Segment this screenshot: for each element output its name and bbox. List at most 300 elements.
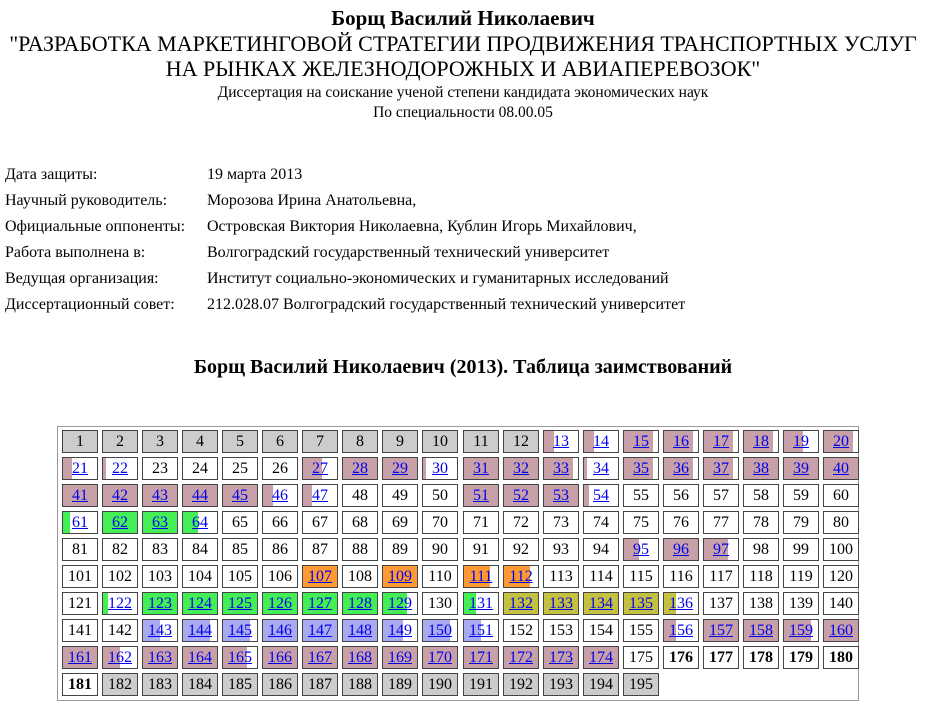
page-link[interactable]: 128 <box>348 595 372 612</box>
page-cell-22[interactable] <box>102 457 138 480</box>
borrowing-share-bar <box>584 485 589 506</box>
page-link[interactable]: 145 <box>228 622 252 639</box>
page-link[interactable]: 96 <box>673 541 689 558</box>
page-link[interactable]: 41 <box>72 487 88 504</box>
page-cell-107[interactable] <box>302 565 338 588</box>
page-link[interactable]: 148 <box>348 622 372 639</box>
page-cell-64[interactable] <box>182 511 218 534</box>
page-cell-155 <box>623 619 659 642</box>
page-number: 154 <box>589 622 613 639</box>
page-number: 59 <box>793 487 809 504</box>
page-link[interactable]: 111 <box>469 568 493 585</box>
page-link[interactable]: 173 <box>549 649 573 666</box>
page-cell-101 <box>62 565 98 588</box>
page-cell-30[interactable] <box>422 457 458 480</box>
page-cell-183 <box>142 673 178 696</box>
page-number: 186 <box>268 676 292 693</box>
page-cell-14[interactable] <box>583 430 619 453</box>
page-cell-98 <box>743 538 779 561</box>
page-link[interactable]: 21 <box>72 460 88 477</box>
page-cell-90 <box>422 538 458 561</box>
page-link[interactable]: 151 <box>469 622 493 639</box>
page-link[interactable]: 32 <box>513 460 529 477</box>
borrowings-page-grid <box>57 426 859 701</box>
page-link[interactable]: 166 <box>268 649 292 666</box>
page-cell-13[interactable] <box>543 430 579 453</box>
info-label: Работа выполнена в: <box>5 244 146 261</box>
page-number: 48 <box>352 487 368 504</box>
page-cell-42[interactable] <box>102 484 138 507</box>
page-cell-68 <box>342 511 378 534</box>
page-cell-128[interactable] <box>342 592 378 615</box>
page-link[interactable]: 169 <box>388 649 412 666</box>
page-cell-45[interactable] <box>222 484 258 507</box>
page-cell-150[interactable] <box>422 619 458 642</box>
page-cell-148[interactable] <box>342 619 378 642</box>
info-row-leading-org <box>5 268 685 294</box>
page-number: 49 <box>392 487 408 504</box>
page-cell-133[interactable] <box>543 592 579 615</box>
page-link[interactable]: 38 <box>753 460 769 477</box>
page-cell-44[interactable] <box>182 484 218 507</box>
page-link[interactable]: 31 <box>473 460 489 477</box>
page-number: 4 <box>196 433 204 450</box>
page-link[interactable]: 127 <box>308 595 332 612</box>
page-number: 1 <box>76 433 84 450</box>
page-cell-153 <box>543 619 579 642</box>
page-link[interactable]: 20 <box>833 433 849 450</box>
page-number: 89 <box>392 541 408 558</box>
page-cell-170[interactable] <box>422 646 458 669</box>
page-link[interactable]: 164 <box>188 649 212 666</box>
page-link[interactable]: 53 <box>553 487 569 504</box>
page-link[interactable]: 133 <box>549 595 573 612</box>
page-link[interactable]: 54 <box>593 487 609 504</box>
page-link[interactable]: 149 <box>388 622 412 639</box>
page-cell-145[interactable] <box>222 619 258 642</box>
page-cell-78 <box>743 511 779 534</box>
info-value: Морозова Ирина Анатольевна, <box>207 192 417 209</box>
page-link[interactable]: 135 <box>629 595 653 612</box>
page-link[interactable]: 174 <box>589 649 613 666</box>
page-cell-144[interactable] <box>182 619 218 642</box>
page-cell-53[interactable] <box>543 484 579 507</box>
page-link[interactable]: 167 <box>308 649 332 666</box>
page-cell-123[interactable] <box>142 592 178 615</box>
page-number: 80 <box>833 514 849 531</box>
page-cell-84 <box>182 538 218 561</box>
page-number: 189 <box>388 676 412 693</box>
page-cell-113 <box>543 565 579 588</box>
page-cell-143[interactable] <box>142 619 178 642</box>
page-cell-152 <box>503 619 539 642</box>
page-number: 50 <box>432 487 448 504</box>
page-cell-28[interactable] <box>342 457 378 480</box>
page-link[interactable]: 162 <box>108 649 132 666</box>
page-link[interactable]: 157 <box>709 622 733 639</box>
page-cell-164[interactable] <box>182 646 218 669</box>
page-link[interactable]: 18 <box>753 433 769 450</box>
page-number: 155 <box>629 622 653 639</box>
page-cell-136[interactable] <box>663 592 699 615</box>
page-cell-190 <box>422 673 458 696</box>
page-cell-96[interactable] <box>663 538 699 561</box>
page-cell-79 <box>783 511 819 534</box>
page-cell-36[interactable] <box>663 457 699 480</box>
page-link[interactable]: 51 <box>473 487 489 504</box>
page-number: 121 <box>68 595 92 612</box>
page-cell-187 <box>302 673 338 696</box>
page-number: 94 <box>593 541 609 558</box>
page-link[interactable]: 125 <box>228 595 252 612</box>
page-number: 81 <box>72 541 88 558</box>
page-cell-147[interactable] <box>302 619 338 642</box>
page-cell-70 <box>422 511 458 534</box>
page-cell-163[interactable] <box>142 646 178 669</box>
page-cell-97[interactable] <box>703 538 739 561</box>
page-number: 100 <box>829 541 853 558</box>
page-number: 84 <box>192 541 208 558</box>
page-link[interactable]: 129 <box>388 595 412 612</box>
page-link[interactable]: 97 <box>713 541 729 558</box>
page-cell-62[interactable] <box>102 511 138 534</box>
page-number: 87 <box>312 541 328 558</box>
page-cell-132[interactable] <box>503 592 539 615</box>
page-link[interactable]: 16 <box>673 433 689 450</box>
page-cell-8 <box>342 430 378 453</box>
page-link[interactable]: 36 <box>673 460 689 477</box>
page-link[interactable]: 46 <box>272 487 288 504</box>
page-cell-184 <box>182 673 218 696</box>
page-cell-189 <box>382 673 418 696</box>
borrowing-share-bar <box>303 485 312 506</box>
page-cell-120 <box>823 565 859 588</box>
page-number: 88 <box>352 541 368 558</box>
page-cell-130 <box>422 592 458 615</box>
page-link[interactable]: 44 <box>192 487 208 504</box>
page-cell-124[interactable] <box>182 592 218 615</box>
page-cell-21[interactable] <box>62 457 98 480</box>
page-link[interactable]: 15 <box>633 433 649 450</box>
page-link[interactable]: 14 <box>593 433 609 450</box>
page-link[interactable]: 170 <box>428 649 452 666</box>
page-cell-89 <box>382 538 418 561</box>
page-number: 7 <box>316 433 324 450</box>
page-cell-52[interactable] <box>503 484 539 507</box>
info-label: Официальные оппоненты: <box>5 218 186 235</box>
page-number: 110 <box>428 568 452 585</box>
page-number: 12 <box>513 433 529 450</box>
page-link[interactable]: 143 <box>148 622 172 639</box>
page-number: 72 <box>513 514 529 531</box>
page-cell-171[interactable] <box>463 646 499 669</box>
page-number: 83 <box>152 541 168 558</box>
info-value: Волгоградский государственный технический университет <box>207 244 610 261</box>
page-cell-119 <box>783 565 819 588</box>
page-cell-41[interactable] <box>62 484 98 507</box>
page-link[interactable]: 147 <box>308 622 332 639</box>
page-link[interactable]: 159 <box>789 622 813 639</box>
page-link[interactable]: 19 <box>793 433 809 450</box>
page-number: 8 <box>356 433 364 450</box>
page-cell-126[interactable] <box>262 592 298 615</box>
page-link[interactable]: 35 <box>633 460 649 477</box>
page-link[interactable]: 132 <box>509 595 533 612</box>
page-link[interactable]: 40 <box>833 460 849 477</box>
page-cell-92 <box>503 538 539 561</box>
page-cell-46[interactable] <box>262 484 298 507</box>
page-number: 130 <box>428 595 452 612</box>
page-cell-61[interactable] <box>62 511 98 534</box>
page-cell-122[interactable] <box>102 592 138 615</box>
page-number: 185 <box>228 676 252 693</box>
page-link[interactable]: 33 <box>553 460 569 477</box>
page-number: 178 <box>749 649 773 666</box>
page-link[interactable]: 131 <box>469 595 493 612</box>
page-cell-40[interactable] <box>823 457 859 480</box>
page-link[interactable]: 107 <box>308 568 332 585</box>
page-number: 117 <box>709 568 733 585</box>
page-number: 141 <box>68 622 92 639</box>
page-cell-173[interactable] <box>543 646 579 669</box>
page-link[interactable]: 146 <box>268 622 292 639</box>
page-number: 183 <box>148 676 172 693</box>
page-link[interactable]: 172 <box>509 649 533 666</box>
page-cell-63[interactable] <box>142 511 178 534</box>
page-cell-20[interactable] <box>823 430 859 453</box>
page-number: 79 <box>793 514 809 531</box>
page-link[interactable]: 42 <box>112 487 128 504</box>
page-link[interactable]: 156 <box>669 622 693 639</box>
page-number: 176 <box>669 649 693 666</box>
page-cell-131[interactable] <box>463 592 499 615</box>
page-cell-9 <box>382 430 418 453</box>
page-cell-167[interactable] <box>302 646 338 669</box>
page-cell-1 <box>62 430 98 453</box>
page-link[interactable]: 160 <box>829 622 853 639</box>
page-cell-111[interactable] <box>463 565 499 588</box>
page-number: 60 <box>833 487 849 504</box>
page-cell-141 <box>62 619 98 642</box>
page-number: 191 <box>469 676 493 693</box>
page-cell-114 <box>583 565 619 588</box>
page-cell-31[interactable] <box>463 457 499 480</box>
page-number: 103 <box>148 568 172 585</box>
page-cell-159[interactable] <box>783 619 819 642</box>
page-cell-12 <box>503 430 539 453</box>
page-link[interactable]: 171 <box>469 649 493 666</box>
page-link[interactable]: 123 <box>148 595 172 612</box>
borrowing-share-bar <box>63 458 72 479</box>
page-number: 113 <box>549 568 573 585</box>
page-link[interactable]: 122 <box>108 595 132 612</box>
page-number: 152 <box>509 622 533 639</box>
page-number: 93 <box>553 541 569 558</box>
page-cell-87 <box>302 538 338 561</box>
page-number: 71 <box>473 514 489 531</box>
page-link[interactable]: 27 <box>312 460 328 477</box>
page-cell-27[interactable] <box>302 457 338 480</box>
page-cell-47[interactable] <box>302 484 338 507</box>
page-cell-71 <box>463 511 499 534</box>
info-row-supervisor <box>5 190 685 216</box>
page-number: 139 <box>789 595 813 612</box>
page-cell-17[interactable] <box>703 430 739 453</box>
page-cell-43[interactable] <box>142 484 178 507</box>
page-link[interactable]: 161 <box>68 649 92 666</box>
page-number: 180 <box>829 649 853 666</box>
page-number: 177 <box>709 649 733 666</box>
page-number: 77 <box>713 514 729 531</box>
page-link[interactable]: 158 <box>749 622 773 639</box>
page-link[interactable]: 34 <box>593 460 609 477</box>
page-cell-33[interactable] <box>543 457 579 480</box>
borrowings-table-title: Борщ Василий Николаевич (2013). Таблица заимствований <box>193 356 733 378</box>
page-link[interactable]: 29 <box>392 460 408 477</box>
page-cell-37[interactable] <box>703 457 739 480</box>
info-row-defense-date <box>5 164 685 190</box>
page-cell-38[interactable] <box>743 457 779 480</box>
page-cell-195 <box>623 673 659 696</box>
page-cell-174[interactable] <box>583 646 619 669</box>
dissertation-title-line-2: НА РЫНКАХ ЖЕЛЕЗНОДОРОЖНЫХ И АВИАПЕРЕВОЗОК" <box>165 56 761 81</box>
page-cell-129[interactable] <box>382 592 418 615</box>
page-link[interactable]: 112 <box>509 568 533 585</box>
info-label: Дата защиты: <box>5 166 98 183</box>
page-number: 82 <box>112 541 128 558</box>
page-link[interactable]: 134 <box>589 595 613 612</box>
page-cell-51[interactable] <box>463 484 499 507</box>
page-cell-109[interactable] <box>382 565 418 588</box>
page-cell-54[interactable] <box>583 484 619 507</box>
page-link[interactable]: 95 <box>633 541 649 558</box>
page-cell-138 <box>743 592 779 615</box>
page-number: 26 <box>272 460 288 477</box>
page-cell-172[interactable] <box>503 646 539 669</box>
page-number: 101 <box>68 568 92 585</box>
page-link[interactable]: 165 <box>228 649 252 666</box>
page-number: 76 <box>673 514 689 531</box>
page-link[interactable]: 150 <box>428 622 452 639</box>
info-value: 19 марта 2013 <box>207 166 303 183</box>
page-link[interactable]: 45 <box>232 487 248 504</box>
page-cell-168[interactable] <box>342 646 378 669</box>
page-number: 102 <box>108 568 132 585</box>
page-cell-149[interactable] <box>382 619 418 642</box>
page-link[interactable]: 37 <box>713 460 729 477</box>
page-number: 3 <box>156 433 164 450</box>
page-cell-106 <box>262 565 298 588</box>
page-cell-19[interactable] <box>783 430 819 453</box>
page-cell-135[interactable] <box>623 592 659 615</box>
page-cell-165[interactable] <box>222 646 258 669</box>
page-number: 120 <box>829 568 853 585</box>
page-cell-176 <box>663 646 699 669</box>
page-cell-69 <box>382 511 418 534</box>
page-number: 74 <box>593 514 609 531</box>
page-cell-146[interactable] <box>262 619 298 642</box>
page-cell-34[interactable] <box>583 457 619 480</box>
page-cell-23 <box>142 457 178 480</box>
page-link[interactable]: 61 <box>72 514 88 531</box>
info-value: Островская Виктория Николаевна, Кублин Игорь Михайлович, <box>207 218 637 235</box>
page-cell-32[interactable] <box>503 457 539 480</box>
page-cell-160[interactable] <box>823 619 859 642</box>
page-cell-162[interactable] <box>102 646 138 669</box>
page-link[interactable]: 13 <box>553 433 569 450</box>
specialty-line: По специальности 08.00.05 <box>373 104 553 121</box>
page-link[interactable]: 52 <box>513 487 529 504</box>
info-value: Институт социально-экономических и гуманитарных исследований <box>207 270 669 287</box>
page-link[interactable]: 43 <box>152 487 168 504</box>
page-cell-115 <box>623 565 659 588</box>
page-cell-29[interactable] <box>382 457 418 480</box>
page-cell-134[interactable] <box>583 592 619 615</box>
page-link[interactable]: 109 <box>388 568 412 585</box>
page-link[interactable]: 30 <box>432 460 448 477</box>
page-link[interactable]: 168 <box>348 649 372 666</box>
info-value: 212.028.07 Волгоградский государственный технический университет <box>207 296 686 313</box>
page-link[interactable]: 22 <box>112 460 128 477</box>
page-link[interactable]: 124 <box>188 595 212 612</box>
page-cell-95[interactable] <box>623 538 659 561</box>
page-cell-166[interactable] <box>262 646 298 669</box>
page-cell-83 <box>142 538 178 561</box>
page-cell-156[interactable] <box>663 619 699 642</box>
page-cell-15[interactable] <box>623 430 659 453</box>
page-cell-127[interactable] <box>302 592 338 615</box>
info-row-opponents <box>5 216 685 242</box>
page-cell-169[interactable] <box>382 646 418 669</box>
page-cell-16[interactable] <box>663 430 699 453</box>
page-link[interactable]: 136 <box>669 595 693 612</box>
info-row-council <box>5 294 685 320</box>
page-cell-35[interactable] <box>623 457 659 480</box>
page-link[interactable]: 62 <box>112 514 128 531</box>
page-number: 184 <box>188 676 212 693</box>
page-number: 98 <box>753 541 769 558</box>
page-cell-57 <box>703 484 739 507</box>
page-link[interactable]: 17 <box>713 433 729 450</box>
page-link[interactable]: 39 <box>793 460 809 477</box>
page-cell-112[interactable] <box>503 565 539 588</box>
page-link[interactable]: 144 <box>188 622 212 639</box>
page-number: 115 <box>629 568 653 585</box>
page-cell-74 <box>583 511 619 534</box>
page-cell-49 <box>382 484 418 507</box>
page-cell-157[interactable] <box>703 619 739 642</box>
page-number: 69 <box>392 514 408 531</box>
page-link[interactable]: 163 <box>148 649 172 666</box>
page-cell-4 <box>182 430 218 453</box>
page-cell-39[interactable] <box>783 457 819 480</box>
page-link[interactable]: 126 <box>268 595 292 612</box>
page-cell-76 <box>663 511 699 534</box>
page-cell-151[interactable] <box>463 619 499 642</box>
page-link[interactable]: 28 <box>352 460 368 477</box>
page-cell-125[interactable] <box>222 592 258 615</box>
page-cell-18[interactable] <box>743 430 779 453</box>
page-cell-194 <box>583 673 619 696</box>
page-link[interactable]: 47 <box>312 487 328 504</box>
page-cell-158[interactable] <box>743 619 779 642</box>
page-cell-5 <box>222 430 258 453</box>
page-cell-10 <box>422 430 458 453</box>
page-link[interactable]: 64 <box>192 514 208 531</box>
page-link[interactable]: 63 <box>152 514 168 531</box>
author-name: Борщ Василий Николаевич <box>331 6 595 30</box>
page-cell-161[interactable] <box>62 646 98 669</box>
